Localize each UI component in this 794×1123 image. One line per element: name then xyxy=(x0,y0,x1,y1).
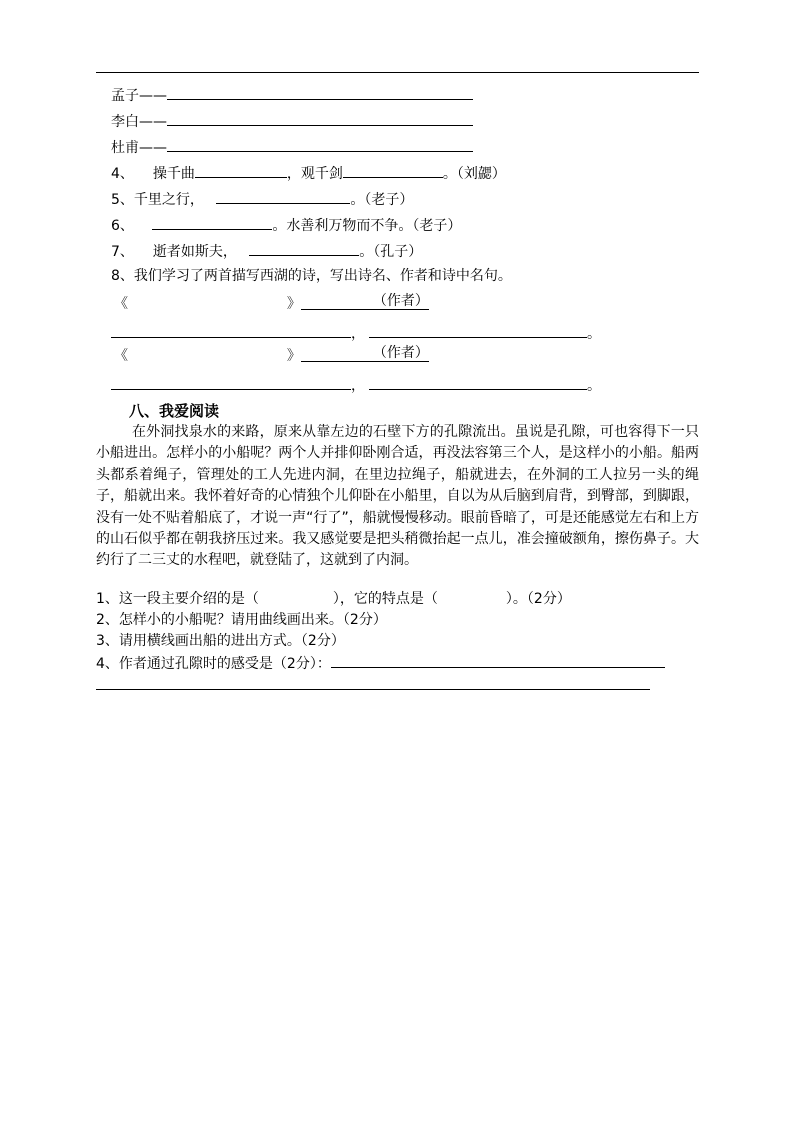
reading-passage xyxy=(96,422,699,572)
question-text: ）。（2分） xyxy=(505,591,571,607)
section-heading: 八、我爱阅读 xyxy=(129,402,220,420)
author-blank[interactable] xyxy=(301,294,429,310)
top-rule xyxy=(96,72,699,73)
poem-1-lines-row xyxy=(111,322,601,342)
author-attribution: （老子） xyxy=(364,192,414,208)
answer-blank[interactable] xyxy=(343,162,443,178)
question-8 xyxy=(111,266,512,286)
reading-question-1 xyxy=(96,589,571,609)
title-close-bracket: 》 xyxy=(286,348,301,364)
answer-blank[interactable] xyxy=(216,188,350,204)
question-text: ，观千剑 xyxy=(286,166,343,182)
item-dufu xyxy=(111,136,473,156)
item-label: 孟子—— xyxy=(111,88,167,104)
answer-line[interactable] xyxy=(96,689,650,690)
reading-question-3 xyxy=(96,631,345,651)
passage-text: 在外洞找泉水的来路，原来从靠左边的石壁下方的孔隙流出。虽说是孔隙，可也容得下一只小船进出。怎样小的小船呢？两个人并排仰卧刚合适，再没法容第三个人，是这样小的小船。船两头都系着绳子，管理处的工人先进内洞，在里边拉绳子，船就进去，在外洞的工人拉另一头的绳子，船就出来。我怀着好奇的心情独个儿仰卧在小船里，自以为从后脑到肩背，到臀部，到脚跟，没有一处不贴着船底了，才说一声“行了”，船就慢慢移动。眼前昏暗了，可是还能感觉左右和上方的山石似乎都在朝我挤压过来。我又感觉要是把头稍微抬起一点儿，准会撞破额角，擦伤鼻子。大约行了二三丈的水程吧，就登陆了，这就到了内洞。 xyxy=(96,424,699,569)
question-text: 。水善利万物而不争。 xyxy=(272,218,413,234)
punctuation: 。 xyxy=(587,378,601,394)
author-blank[interactable] xyxy=(301,346,429,362)
question-7 xyxy=(111,240,422,260)
item-mengzi xyxy=(111,84,473,104)
question-text: 5、 xyxy=(111,192,134,208)
punctuation: 。 xyxy=(350,192,365,208)
answer-blank[interactable] xyxy=(195,162,287,178)
question-4 xyxy=(111,162,506,182)
title-open-bracket: 《 xyxy=(114,296,128,312)
question-text: 千里之行， xyxy=(133,192,204,208)
question-text: 操千曲 xyxy=(152,166,195,182)
item-label: 李白—— xyxy=(111,114,167,130)
punctuation: 。 xyxy=(359,244,374,260)
question-text: ），它的特点是（ xyxy=(332,591,438,607)
poem-1-title-row xyxy=(114,294,429,314)
question-number: 4、 xyxy=(111,166,134,182)
question-text: 3、请用横线画出船的进出方式。（2分） xyxy=(96,633,345,649)
reading-question-2 xyxy=(96,610,387,630)
author-attribution: （老子） xyxy=(412,218,462,234)
answer-blank[interactable] xyxy=(249,240,359,256)
punctuation: 。 xyxy=(587,326,601,342)
item-libai xyxy=(111,110,473,130)
item-label: 杜甫—— xyxy=(111,140,167,156)
question-number: 7、 xyxy=(111,244,134,260)
punctuation: ， xyxy=(351,378,365,394)
question-text: 逝者如斯夫， xyxy=(152,244,237,260)
answer-blank[interactable] xyxy=(331,652,665,668)
question-text: 8、我们学习了两首描写西湖的诗，写出诗名、作者和诗中名句。 xyxy=(111,268,512,284)
author-label: （作者） xyxy=(372,345,429,361)
punctuation: ， xyxy=(351,326,365,342)
answer-blank[interactable] xyxy=(167,110,473,126)
author-attribution: （孔子） xyxy=(373,244,423,260)
question-6 xyxy=(111,214,461,234)
punctuation: 。 xyxy=(442,166,457,182)
title-close-bracket: 》 xyxy=(286,296,301,312)
title-open-bracket: 《 xyxy=(114,348,128,364)
verse-blank[interactable] xyxy=(369,374,587,390)
verse-blank[interactable] xyxy=(111,322,351,338)
verse-blank[interactable] xyxy=(369,322,587,338)
question-number: 6、 xyxy=(111,218,134,234)
verse-blank[interactable] xyxy=(111,374,351,390)
answer-blank[interactable] xyxy=(167,84,473,100)
poem-2-lines-row xyxy=(111,374,601,394)
question-text: 4、作者通过孔隙时的感受是（2分）： xyxy=(96,656,331,672)
poem-2-title-row xyxy=(114,346,429,366)
author-attribution: （刘勰） xyxy=(456,166,506,182)
question-text: 1、这一段主要介绍的是（ xyxy=(96,591,259,607)
answer-blank[interactable] xyxy=(152,214,272,230)
reading-question-4 xyxy=(96,652,665,672)
question-5 xyxy=(111,188,413,208)
answer-blank[interactable] xyxy=(167,136,473,152)
author-label: （作者） xyxy=(372,293,429,309)
question-text: 2、怎样小的小船呢？请用曲线画出来。（2分） xyxy=(96,612,387,628)
